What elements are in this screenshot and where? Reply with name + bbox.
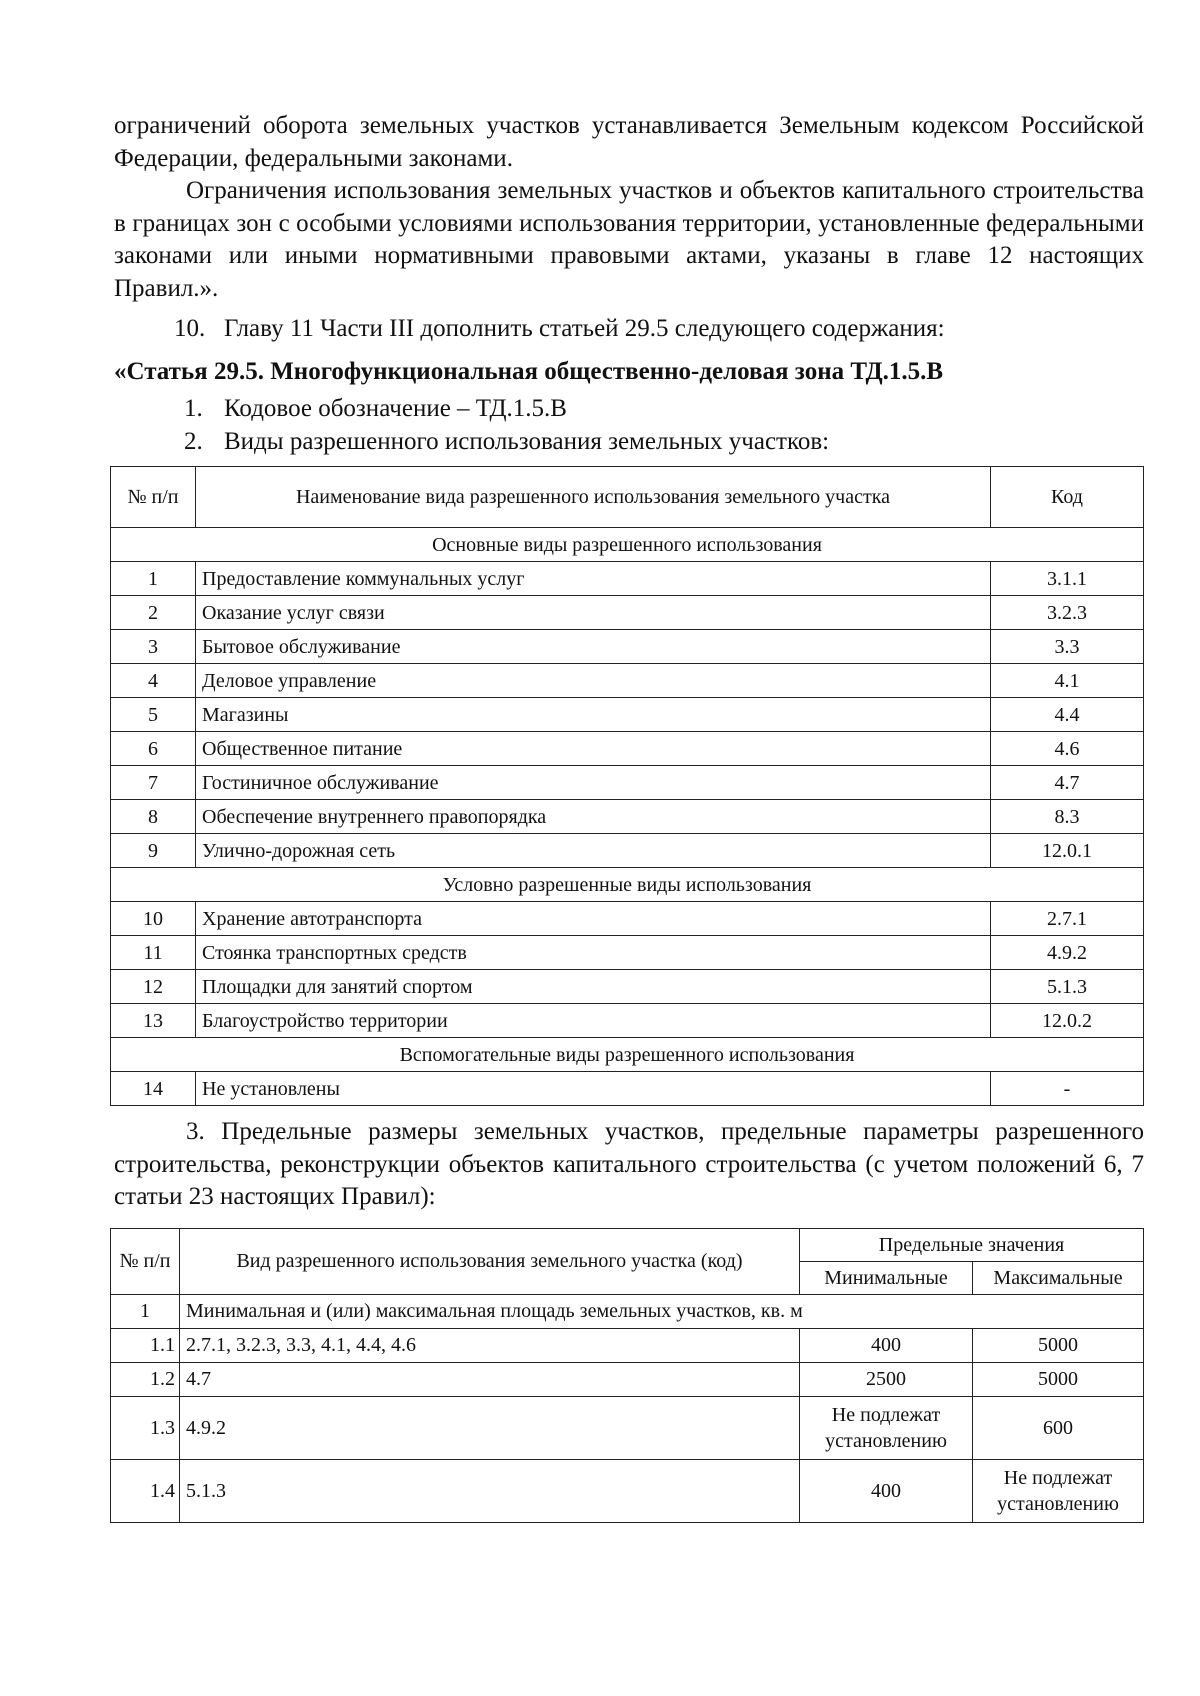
table-row (111, 562, 1144, 596)
table-group-row (111, 1294, 1144, 1328)
cell-min: Не подлежат установлению (800, 1396, 973, 1459)
cell-code: 3.2.3 (991, 596, 1144, 630)
cell-num: 1 (111, 562, 196, 596)
cell-code: 4.6 (991, 732, 1144, 766)
section-row-main (111, 528, 1144, 562)
cell-name: Не установлены (196, 1072, 991, 1106)
table-row (111, 1396, 1144, 1459)
cell-code: 4.1 (991, 664, 1144, 698)
intro-paragraph-2: Ограничения использования земельных участков и объектов капитального строительства в границах зон с особыми условиями использования территории, установленные федеральными законами или иными нормативными правовыми актами, указаны в главе 12 настоящих Правил.». (114, 177, 1144, 302)
table-row (111, 664, 1144, 698)
limit-parameters-table (110, 1228, 1144, 1523)
cell-num: 1.1 (111, 1328, 180, 1362)
cell-max: 600 (973, 1396, 1144, 1459)
cell-num: 7 (111, 766, 196, 800)
cell-name: Улично-дорожная сеть (196, 834, 991, 868)
cell-num: 2 (111, 596, 196, 630)
cell-num: 1.3 (111, 1396, 180, 1459)
list-item-number: 2. (184, 428, 203, 455)
cell-kind: 2.7.1, 3.2.3, 3.3, 4.1, 4.4, 4.6 (180, 1328, 800, 1362)
cell-name: Магазины (196, 698, 991, 732)
cell-kind: 4.9.2 (180, 1396, 800, 1459)
cell-num: 14 (111, 1072, 196, 1106)
article-list-item-1 (114, 392, 1144, 425)
list-item-number: 1. (184, 395, 203, 422)
table-row (111, 630, 1144, 664)
list-item-10 (114, 313, 1144, 345)
table-row (111, 1459, 1144, 1522)
list-item-number: 10. (174, 315, 206, 342)
section-title: Условно разрешенные виды использования (111, 868, 1144, 902)
cell-name: Оказание услуг связи (196, 596, 991, 630)
cell-num: 1 (111, 1294, 180, 1328)
table-row (111, 1362, 1144, 1396)
header-kind: Вид разрешенного использования земельного участка (код) (180, 1228, 800, 1294)
cell-num: 9 (111, 834, 196, 868)
cell-num: 3 (111, 630, 196, 664)
table-row (111, 970, 1144, 1004)
paragraph-3: 3. Предельные размеры земельных участков, предельные параметры разрешенного строительства, реконструкции объектов капитального строительства (с учетом положений 6, 7 статьи 23 настоящих Правил): (114, 1118, 1144, 1210)
cell-num: 5 (111, 698, 196, 732)
cell-num: 10 (111, 902, 196, 936)
cell-min: 2500 (800, 1362, 973, 1396)
section-row-conditional (111, 868, 1144, 902)
intro-paragraph-1: ограничений оборота земельных участков устанавливается Земельным кодексом Российской Федерации, федеральными законами. (114, 112, 1144, 172)
cell-code: 12.0.1 (991, 834, 1144, 868)
cell-num: 12 (111, 970, 196, 1004)
table-row (111, 936, 1144, 970)
cell-num: 6 (111, 732, 196, 766)
cell-name: Общественное питание (196, 732, 991, 766)
list-item-text: Виды разрешенного использования земельных участков: (224, 428, 830, 455)
header-limits: Предельные значения (800, 1228, 1144, 1261)
header-min: Минимальные (800, 1261, 973, 1294)
cell-num: 8 (111, 800, 196, 834)
cell-max: 5000 (973, 1362, 1144, 1396)
list-item-text: Главу 11 Части III дополнить статьей 29.5 следующего содержания: (224, 315, 945, 342)
cell-code: 4.4 (991, 698, 1144, 732)
cell-max: Не подлежат установлению (973, 1459, 1144, 1522)
cell-num: 11 (111, 936, 196, 970)
article-list-item-2 (114, 425, 1144, 458)
cell-num: 13 (111, 1004, 196, 1038)
cell-min: 400 (800, 1328, 973, 1362)
header-num: № п/п (111, 1228, 180, 1294)
document-page (114, 110, 1144, 1523)
table-row (111, 596, 1144, 630)
cell-kind: 5.1.3 (180, 1459, 800, 1522)
cell-code: 2.7.1 (991, 902, 1144, 936)
table-row (111, 1072, 1144, 1106)
section-title: Вспомогательные виды разрешенного использования (111, 1038, 1144, 1072)
cell-code: 4.7 (991, 766, 1144, 800)
cell-code: 12.0.2 (991, 1004, 1144, 1038)
cell-name: Площадки для занятий спортом (196, 970, 991, 1004)
article-heading: «Статья 29.5. Многофункциональная общественно-деловая зона ТД.1.5.В (114, 358, 944, 385)
cell-name: Предоставление коммунальных услуг (196, 562, 991, 596)
cell-num: 4 (111, 664, 196, 698)
table-row (111, 766, 1144, 800)
cell-name: Обеспечение внутреннего правопорядка (196, 800, 991, 834)
cell-name: Деловое управление (196, 664, 991, 698)
table-row (111, 698, 1144, 732)
table-row (111, 1004, 1144, 1038)
header-max: Максимальные (973, 1261, 1144, 1294)
cell-num: 1.2 (111, 1362, 180, 1396)
cell-name: Благоустройство территории (196, 1004, 991, 1038)
header-code: Код (991, 467, 1144, 528)
cell-code: 8.3 (991, 800, 1144, 834)
cell-code: 5.1.3 (991, 970, 1144, 1004)
permitted-uses-table (110, 466, 1144, 1106)
section-row-auxiliary (111, 1038, 1144, 1072)
table-row (111, 800, 1144, 834)
cell-name: Бытовое обслуживание (196, 630, 991, 664)
cell-max: 5000 (973, 1328, 1144, 1362)
table-row (111, 732, 1144, 766)
table-row (111, 834, 1144, 868)
header-num: № п/п (111, 467, 196, 528)
cell-code: 3.1.1 (991, 562, 1144, 596)
cell-name: Хранение автотранспорта (196, 902, 991, 936)
list-item-text: Кодовое обозначение – ТД.1.5.В (224, 395, 567, 422)
header-name: Наименование вида разрешенного использования земельного участка (196, 467, 991, 528)
group-title: Минимальная и (или) максимальная площадь земельных участков, кв. м (180, 1294, 1144, 1328)
cell-name: Гостиничное обслуживание (196, 766, 991, 800)
cell-kind: 4.7 (180, 1362, 800, 1396)
cell-min: 400 (800, 1459, 973, 1522)
table-header-row (111, 467, 1144, 528)
cell-code: - (991, 1072, 1144, 1106)
cell-code: 4.9.2 (991, 936, 1144, 970)
table-header-row (111, 1228, 1144, 1261)
cell-code: 3.3 (991, 630, 1144, 664)
table-row (111, 902, 1144, 936)
cell-num: 1.4 (111, 1459, 180, 1522)
section-title: Основные виды разрешенного использования (111, 528, 1144, 562)
cell-name: Стоянка транспортных средств (196, 936, 991, 970)
table-row (111, 1328, 1144, 1362)
